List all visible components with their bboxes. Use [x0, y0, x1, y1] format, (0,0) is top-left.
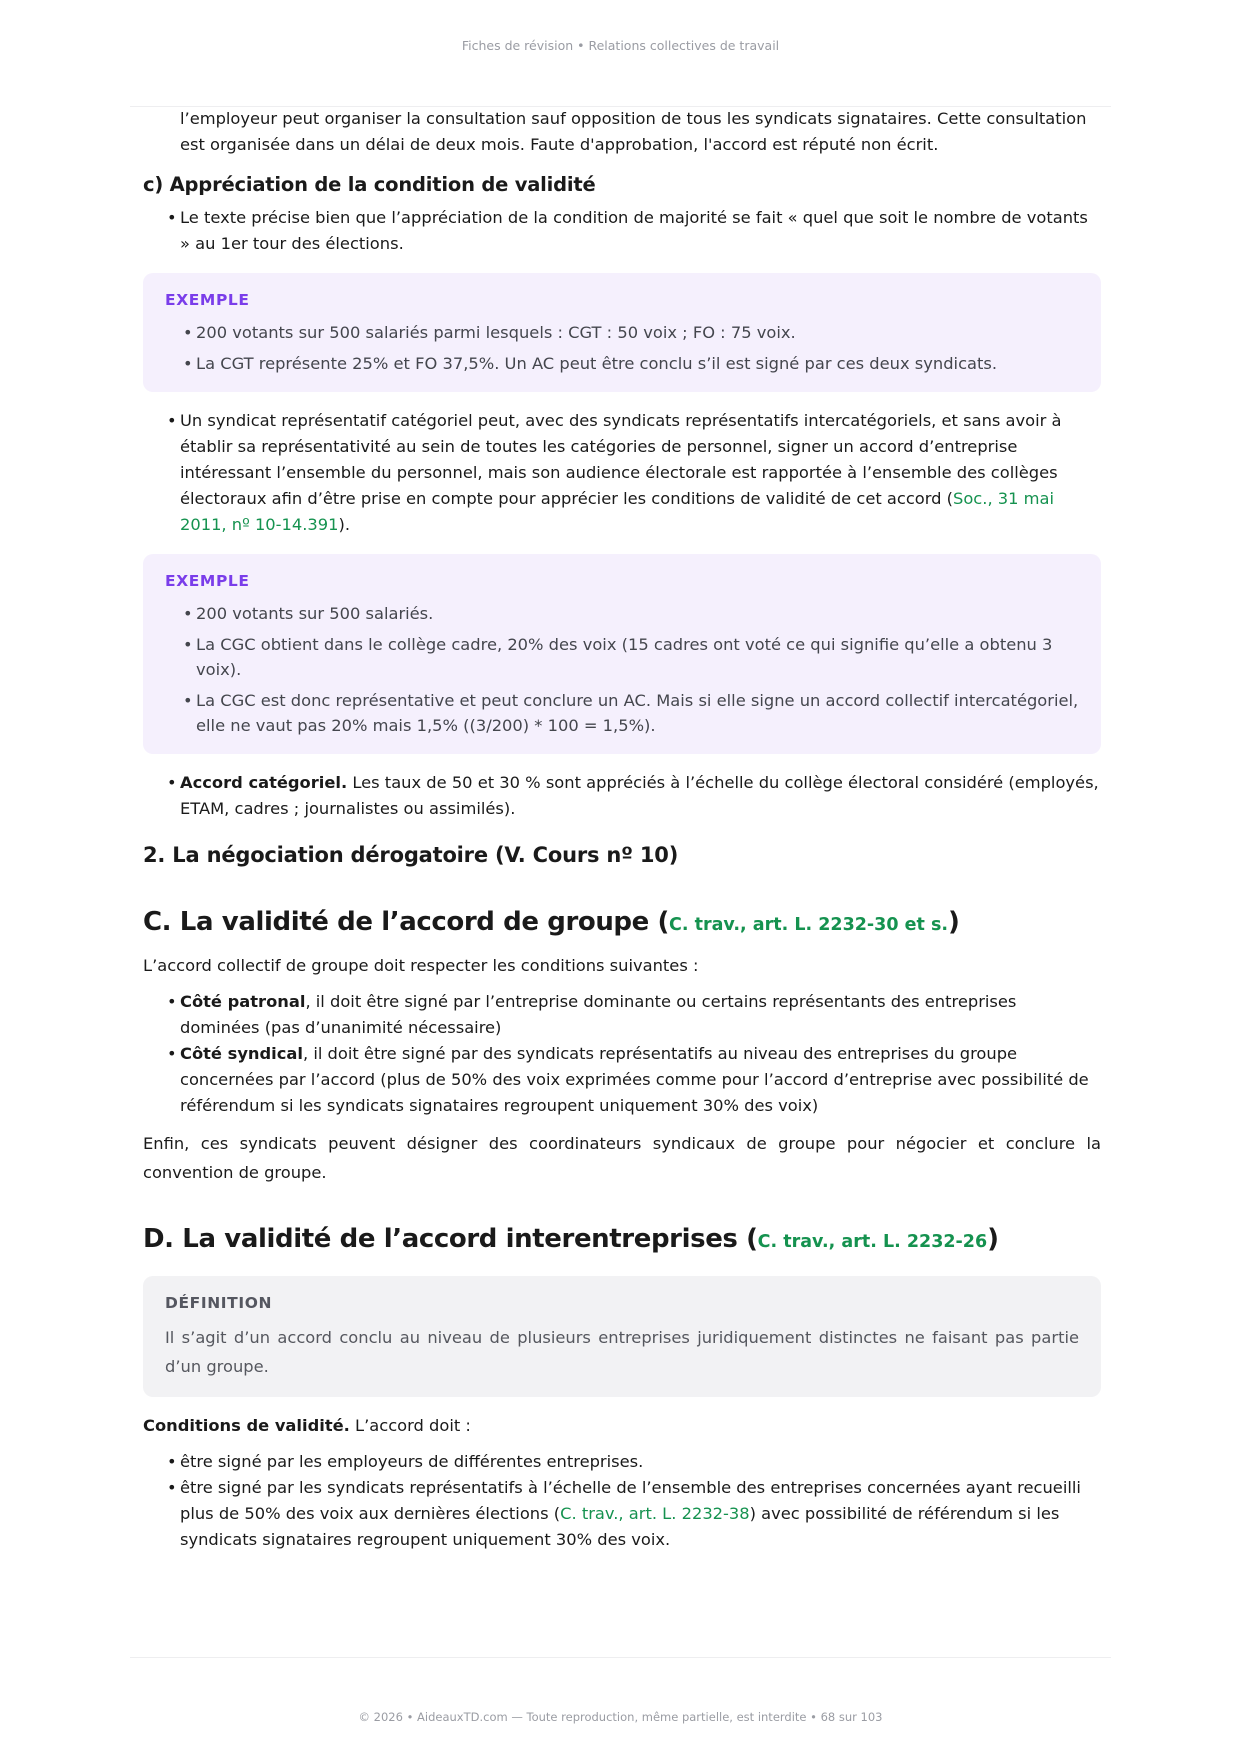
example-item: • La CGC obtient dans le collège cadre, 20% des voix (15 cadres ont voté ce qui signifie qu’elle a obtenu 3 voix). [183, 632, 1079, 682]
section-C-heading: C. La validité de l’accord de groupe (C. trav., art. L. 2232-30 et s.) [143, 907, 960, 937]
page-header: Fiches de révision • Relations collectives de travail [461, 38, 780, 53]
definition-box [143, 1276, 1101, 1397]
section-2-heading: 2. La négociation dérogatoire (V. Cours nº 10) [143, 843, 679, 867]
list-item: • Côté patronal, il doit être signé par l’entreprise dominante ou certains représentants des entreprises dominées (pas d’unanimité nécessaire) [167, 989, 1101, 1041]
section-C-list [143, 989, 1101, 1119]
example-item: • 200 votants sur 500 salariés. [183, 601, 1079, 626]
example-item: • 200 votants sur 500 salariés parmi lesquels : CGT : 50 voix ; FO : 75 voix. [183, 320, 1079, 345]
law-reference-link[interactable]: C. trav., art. L. 2232-38 [560, 1504, 750, 1523]
example-item: • La CGC est donc représentative et peut conclure un AC. Mais si elle signe un accord collectif intercatégoriel, elle ne vaut pas 20% mais 1,5% ((3/200) * 100 = 1,5%). [183, 688, 1079, 738]
example-item: • La CGT représente 25% et FO 37,5%. Un AC peut être conclu s’il est signé par ces deux syndicats. [183, 351, 1079, 376]
list-item: • Accord catégoriel. Les taux de 50 et 30 % sont appréciés à l’échelle du collège électoral considéré (employés, ETAM, cadres ; journalistes ou assimilés). [167, 770, 1101, 822]
list-item: • Un syndicat représentatif catégoriel peut, avec des syndicats représentatifs intercatégoriels, et sans avoir à établir sa représentativité au sein de toutes les catégories de personnel, signer un accord d’entreprise intéressant l’ensemble du personnel, mais son audience électorale est rapportée à l’ensemble des collèges électoraux afin d’être prise en compte pour apprécier les conditions de validité de cet accord (Soc., 31 mai 2011, nº 10-14.391). [167, 408, 1101, 538]
section-D-heading: D. La validité de l’accord interentreprises (C. trav., art. L. 2232-26) [143, 1224, 999, 1254]
example-box-1 [143, 273, 1101, 392]
law-reference-link[interactable]: C. trav., art. L. 2232-26 [757, 1232, 988, 1252]
example-label: EXEMPLE [165, 572, 250, 590]
conditions-intro: Conditions de validité. L’accord doit : [143, 1416, 471, 1435]
section-c-list-1 [143, 205, 1101, 257]
section-C-intro: L’accord collectif de groupe doit respecter les conditions suivantes : [143, 956, 699, 975]
continuation-text: l’employeur peut organiser la consultation sauf opposition de tous les syndicats signataires. Cette consultation est organisée dans un délai de deux mois. Faute d'approbation, l'accord est réputé non écrit. [180, 109, 1087, 154]
law-reference-link[interactable]: C. trav., art. L. 2232-30 et s. [669, 915, 949, 935]
definition-text: Il s’agit d’un accord conclu au niveau de plusieurs entreprises juridiquement distinctes ne faisant pas partie d’un groupe. [165, 1328, 1079, 1376]
list-item: • être signé par les employeurs de différentes entreprises. [167, 1449, 1101, 1475]
footer-divider [130, 1657, 1111, 1658]
section-C-outro: Enfin, ces syndicats peuvent désigner des coordinateurs syndicaux de groupe pour négocier et conclure la convention de groupe. [143, 1134, 1101, 1182]
list-item: • être signé par les syndicats représentatifs à l’échelle de l’ensemble des entreprises concernées ayant recueilli plus de 50% des voix aux dernières élections (C. trav., art. L. 2232-38) avec possibilité de référendum si les syndicats signataires regroupent uniquement 30% des voix. [167, 1475, 1101, 1553]
section-c-list-3 [143, 770, 1101, 822]
list-item: • Le texte précise bien que l’appréciation de la condition de majorité se fait « quel que soit le nombre de votants » au 1er tour des élections. [167, 205, 1101, 257]
list-item: • Côté syndical, il doit être signé par des syndicats représentatifs au niveau des entreprises du groupe concernées par l’accord (plus de 50% des voix exprimées comme pour l’accord d’entreprise avec possibilité de référendum si les syndicats signataires regroupent uniquement 30% des voix) [167, 1041, 1101, 1119]
example-label: EXEMPLE [165, 291, 250, 309]
definition-label: DÉFINITION [165, 1294, 273, 1312]
section-c-heading: c) Appréciation de la condition de validité [143, 173, 596, 196]
section-D-list [143, 1449, 1101, 1553]
page-content [143, 106, 1101, 1553]
example-box-2 [143, 554, 1101, 754]
section-c-list-2 [143, 408, 1101, 538]
case-reference-link[interactable]: Soc., 31 mai 2011, nº 10-14.391 [180, 489, 1055, 534]
page-footer: © 2026 • AideauxTD.com — Toute reproduction, même partielle, est interdite • 68 sur 103 [358, 1710, 883, 1724]
